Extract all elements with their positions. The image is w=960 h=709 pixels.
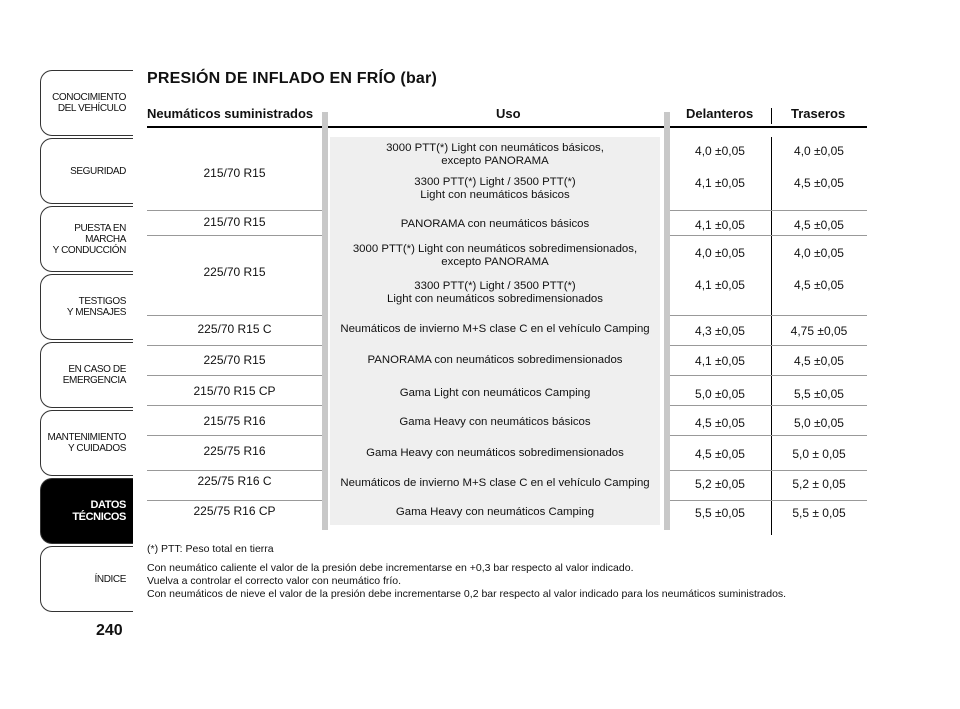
tyre-size-cell: 225/75 R16 C [197, 474, 272, 488]
note-line: Con neumáticos de nieve el valor de la presión debe incrementarse 0,2 bar respecto al valor indicado para los neumáticos suministrados. [147, 588, 787, 600]
tyre-size-cell: 215/70 R15 [203, 215, 266, 229]
chapter-tab[interactable] [40, 478, 133, 544]
use-cell: Gama Light con neumáticos Camping [399, 387, 591, 399]
tyre-size-cell: 225/70 R15 [203, 265, 266, 279]
row-divider [147, 470, 322, 471]
rear-pressure-cell: 4,5 ±0,05 [794, 218, 844, 232]
front-pressure-cell: 4,0 ±0,05 [695, 144, 745, 158]
front-pressure-cell: 4,5 ±0,05 [695, 447, 745, 461]
header-front-rear-divider [771, 108, 772, 124]
row-divider [670, 315, 867, 316]
chapter-tab-label: EN CASO DE EMERGENCIA [62, 364, 126, 386]
rear-pressure-cell: 4,75 ±0,05 [790, 324, 848, 338]
front-pressure-cell: 5,5 ±0,05 [695, 506, 745, 520]
tyre-size-cell: 225/75 R16 CP [193, 504, 276, 518]
chapter-tab-label: SEGURIDAD [70, 165, 126, 177]
row-divider [147, 315, 322, 316]
chapter-tab[interactable] [40, 138, 133, 204]
row-divider [147, 500, 322, 501]
note-line: Con neumático caliente el valor de la presión debe incrementarse en +0,3 bar respecto al valor indicado. [147, 562, 634, 574]
rear-pressure-cell: 5,5 ± 0,05 [792, 506, 846, 520]
row-divider [670, 435, 867, 436]
use-cell: 3300 PTT(*) Light / 3500 PTT(*) Light con neumáticos básicos [414, 176, 576, 201]
front-pressure-cell: 5,2 ±0,05 [695, 477, 745, 491]
row-divider [670, 235, 867, 236]
header-rear: Traseros [791, 106, 846, 121]
front-pressure-cell: 4,5 ±0,05 [695, 416, 745, 430]
header-rule [147, 126, 867, 128]
chapter-tab-label: TESTIGOS Y MENSAJES [66, 296, 126, 318]
front-pressure-cell: 4,0 ±0,05 [695, 246, 745, 260]
page-title: PRESIÓN DE INFLADO EN FRÍO (bar) [147, 70, 437, 87]
chapter-tab-label: ÍNDICE [94, 573, 126, 585]
rear-pressure-cell: 4,0 ±0,05 [794, 144, 844, 158]
front-rear-divider [771, 137, 772, 535]
front-pressure-cell: 4,1 ±0,05 [695, 218, 745, 232]
header-front: Delanteros [686, 106, 754, 121]
chapter-tab[interactable] [40, 546, 133, 612]
row-divider [147, 210, 322, 211]
rear-pressure-cell: 5,0 ± 0,05 [792, 447, 846, 461]
tyre-size-cell: 225/70 R15 [203, 353, 266, 367]
tyre-size-cell: 225/70 R15 C [197, 322, 272, 336]
row-divider [147, 405, 322, 406]
use-cell: Gama Heavy con neumáticos Camping [395, 506, 595, 518]
rear-pressure-cell: 5,5 ±0,05 [794, 387, 844, 401]
front-pressure-cell: 4,3 ±0,05 [695, 324, 745, 338]
use-cell: 3000 PTT(*) Light con neumáticos básicos, excepto PANORAMA [386, 142, 604, 167]
row-divider [147, 345, 322, 346]
chapter-tab-label: PUESTA EN MARCHA Y CONDUCCIÓN [52, 222, 126, 256]
tyre-size-cell: 225/75 R16 [203, 444, 266, 458]
rear-pressure-cell: 5,0 ±0,05 [794, 416, 844, 430]
rear-pressure-cell: 4,5 ±0,05 [794, 354, 844, 368]
header-tyres: Neumáticos suministrados [147, 106, 314, 121]
rear-pressure-cell: 4,0 ±0,05 [794, 246, 844, 260]
front-pressure-cell: 4,1 ±0,05 [695, 354, 745, 368]
use-cell: PANORAMA con neumáticos sobredimensionados [367, 354, 623, 366]
ptt-note: (*) PTT: Peso total en tierra [147, 543, 274, 555]
use-cell: Gama Heavy con neumáticos básicos [399, 416, 591, 428]
row-divider [147, 235, 322, 236]
tyre-size-cell: 215/70 R15 CP [193, 384, 276, 398]
header-use: Uso [496, 106, 521, 121]
row-divider [147, 375, 322, 376]
tyre-size-cell: 215/75 R16 [203, 414, 266, 428]
chapter-tab[interactable] [40, 410, 133, 476]
note-line: Vuelva a controlar el correcto valor con neumático frío. [147, 575, 402, 587]
use-cell: Neumáticos de invierno M+S clase C en el vehículo Camping [340, 477, 650, 489]
use-cell: Neumáticos de invierno M+S clase C en el vehículo Camping [340, 323, 650, 335]
chapter-tab[interactable] [40, 274, 133, 340]
rear-pressure-cell: 5,2 ± 0,05 [792, 477, 846, 491]
row-divider [670, 345, 867, 346]
chapter-sidebar [40, 70, 133, 614]
chapter-tab-label: CONOCIMIENTO DEL VEHÍCULO [52, 92, 126, 114]
chapter-tab[interactable] [40, 206, 133, 272]
chapter-tab[interactable] [40, 70, 133, 136]
row-divider [670, 405, 867, 406]
page-number: 240 [96, 622, 123, 639]
chapter-tab-label: MANTENIMIENTO Y CUIDADOS [47, 432, 126, 454]
use-cell: 3300 PTT(*) Light / 3500 PTT(*) Light con neumáticos sobredimensionados [387, 280, 603, 305]
column-divider-left [322, 112, 328, 530]
row-divider [670, 210, 867, 211]
chapter-tab-label: DATOS TÉCNICOS [72, 499, 126, 523]
use-cell: PANORAMA con neumáticos básicos [400, 218, 590, 230]
column-divider-right [664, 112, 670, 530]
front-pressure-cell: 4,1 ±0,05 [695, 176, 745, 190]
front-pressure-cell: 5,0 ±0,05 [695, 387, 745, 401]
rear-pressure-cell: 4,5 ±0,05 [794, 176, 844, 190]
row-divider [147, 435, 322, 436]
chapter-tab[interactable] [40, 342, 133, 408]
row-divider [670, 500, 867, 501]
tyre-size-cell: 215/70 R15 [203, 166, 266, 180]
use-cell: 3000 PTT(*) Light con neumáticos sobredimensionados, excepto PANORAMA [352, 243, 638, 268]
rear-pressure-cell: 4,5 ±0,05 [794, 278, 844, 292]
row-divider [670, 375, 867, 376]
row-divider [670, 470, 867, 471]
notes-block [147, 562, 786, 601]
front-pressure-cell: 4,1 ±0,05 [695, 278, 745, 292]
use-cell: Gama Heavy con neumáticos sobredimensionados [366, 447, 624, 459]
